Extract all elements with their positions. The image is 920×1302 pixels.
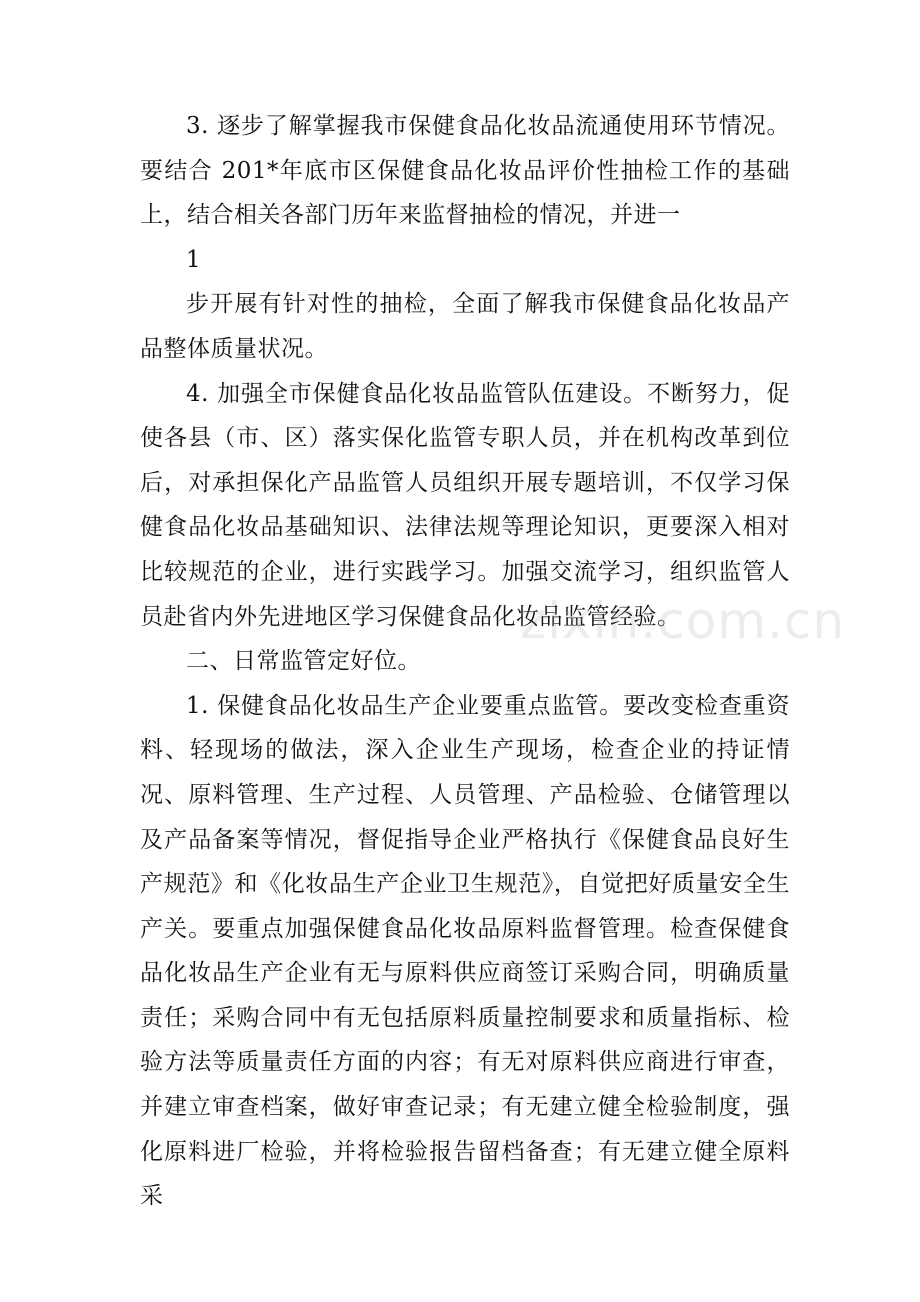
paragraph: 1. 保健食品化妆品生产企业要重点监管。要改变检查重资料、轻现场的做法，深入企业生产现场，检查企业的持证情况、原料管理、生产过程、人员管理、产品检验、仓储管理以及产品备案等情况，督促指导企业严格执行《保健食品良好生产规范》和《化妆品生产企业卫生规范》，自觉把好质量安全生产关。要重点加强保健食品化妆品原料监督管理。检查保健食品化妆品生产企业有无与原料供应商签订采购合同，明确质量责任；采购合同中有无包括原料质量控制要求和质量指标、检验方法等质量责任方面的内容；有无对原料供应商进行审查，并建立审查档案，做好审查记录；有无建立健全检验制度，强化原料进厂检验，并将检验报告留档备查；有无建立健全原料采 [140, 692, 790, 1210]
section-heading: 二、日常监管定好位。 [186, 648, 421, 675]
paragraph: 4. 加强全市保健食品化妆品监管队伍建设。不断努力，促使各县（市、区）落实保化监管专职人员，并在机构改革到位后，对承担保化产品监管人员组织开展专题培训，不仅学习保健食品化妆品基础知识、法律法规等理论知识，更要深入相对比较规范的企业，进行实践学习。加强交流学习，组织监管人员赴省内外先进地区学习保健食品化妆品监管经验。 [140, 380, 790, 630]
document-body [140, 104, 790, 1219]
page-number: 1 [186, 246, 201, 273]
paragraph: 步开展有针对性的抽检，全面了解我市保健食品化妆品产品整体质量状况。 [140, 291, 790, 362]
paragraph: 3. 逐步了解掌握我市保健食品化妆品流通使用环节情况。要结合 201*年底市区保健食品化妆品评价性抽检工作的基础上，结合相关各部门历年来监督抽检的情况，并进一 [140, 113, 790, 229]
watermark: zixin.com.cn [520, 592, 846, 650]
